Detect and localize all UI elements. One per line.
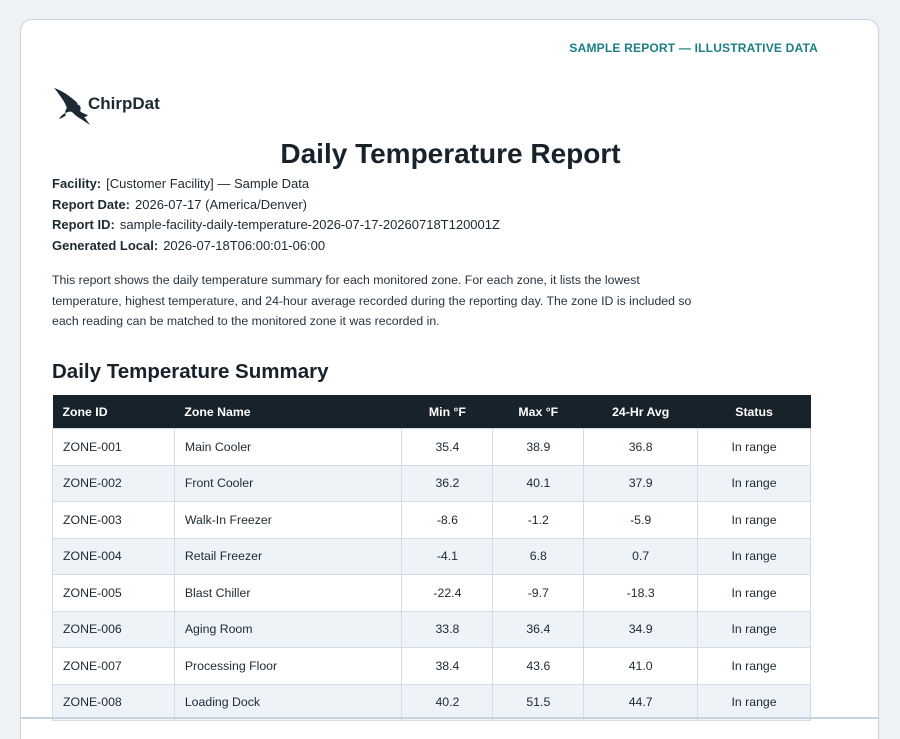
min-temp-cell: 36.2 xyxy=(402,465,493,502)
avg-temp-cell: 0.7 xyxy=(584,538,698,575)
zone-id-cell: ZONE-007 xyxy=(53,648,175,685)
min-temp-cell: 40.2 xyxy=(402,684,493,721)
page-bottom-edge xyxy=(20,717,879,719)
avg-temp-cell: 34.9 xyxy=(584,611,698,648)
avg-temp-cell: 36.8 xyxy=(584,429,698,466)
meta-label: Report ID: xyxy=(52,217,115,232)
meta-value: [Customer Facility] — Sample Data xyxy=(106,176,310,191)
status-cell: In range xyxy=(698,465,811,502)
temperature-summary-table xyxy=(52,395,811,721)
meta-label: Facility: xyxy=(52,176,102,191)
zone-id-cell: ZONE-003 xyxy=(53,502,175,539)
status-cell: In range xyxy=(698,575,811,612)
min-temp-cell: -22.4 xyxy=(402,575,493,612)
status-cell: In range xyxy=(698,611,811,648)
max-temp-cell: 40.1 xyxy=(493,465,584,502)
max-temp-cell: -1.2 xyxy=(493,502,584,539)
table-row xyxy=(53,575,811,612)
max-temp-cell: -9.7 xyxy=(493,575,584,612)
meta-label: Generated Local: xyxy=(52,237,159,253)
intro-paragraph: This report shows the daily temperature summary for each monitored zone. For each zone, it lists the lowest temperature, highest temperature, and 24-hour average recorded during the reporting day. The zone ID is included so each reading can be matched to the monitored zone it was recorded in. xyxy=(52,273,692,328)
status-cell: In range xyxy=(698,429,811,466)
meta-report-date xyxy=(52,195,500,216)
column-header: Status xyxy=(698,395,811,429)
status-cell: In range xyxy=(698,648,811,685)
min-temp-cell: 35.4 xyxy=(402,429,493,466)
meta-label: Report Date: xyxy=(52,196,131,212)
report-page xyxy=(20,19,879,739)
status-cell: In range xyxy=(698,502,811,539)
zone-id-cell: ZONE-008 xyxy=(53,684,175,721)
table-header-row xyxy=(53,395,811,429)
zone-name-cell: Loading Dock xyxy=(174,684,402,721)
zone-name-cell: Blast Chiller xyxy=(174,575,402,612)
meta-value: 2026-07-18T06:00:01-06:00 xyxy=(163,237,326,253)
min-temp-cell: 38.4 xyxy=(402,648,493,685)
meta-value: sample-facility-daily-temperature-2026-07-17-20260718T120001Z xyxy=(119,217,500,232)
avg-temp-cell: 37.9 xyxy=(584,465,698,502)
page-title: Daily Temperature Report xyxy=(280,138,621,169)
status-cell: In range xyxy=(698,538,811,575)
min-temp-cell: -8.6 xyxy=(402,502,493,539)
table-row xyxy=(53,502,811,539)
max-temp-cell: 38.9 xyxy=(493,429,584,466)
zone-id-cell: ZONE-004 xyxy=(53,538,175,575)
zone-id-cell: ZONE-001 xyxy=(53,429,175,466)
max-temp-cell: 6.8 xyxy=(493,538,584,575)
min-temp-cell: -4.1 xyxy=(402,538,493,575)
table-body xyxy=(53,429,811,721)
column-header: Zone ID xyxy=(53,395,175,429)
sample-banner: SAMPLE REPORT — ILLUSTRATIVE DATA xyxy=(569,41,818,55)
table-row xyxy=(53,648,811,685)
meta-generated-local xyxy=(52,236,500,257)
eagle-icon xyxy=(51,84,93,126)
avg-temp-cell: -5.9 xyxy=(584,502,698,539)
meta-report-id xyxy=(52,215,500,236)
logo xyxy=(51,84,160,126)
table-row xyxy=(53,684,811,721)
min-temp-cell: 33.8 xyxy=(402,611,493,648)
status-cell: In range xyxy=(698,684,811,721)
meta-facility xyxy=(52,174,500,195)
column-header: Zone Name xyxy=(174,395,402,429)
max-temp-cell: 51.5 xyxy=(493,684,584,721)
column-header: 24-Hr Avg xyxy=(584,395,698,429)
zone-name-cell: Walk-In Freezer xyxy=(174,502,402,539)
zone-id-cell: ZONE-002 xyxy=(53,465,175,502)
table-row xyxy=(53,429,811,466)
column-header: Max °F xyxy=(493,395,584,429)
table-row xyxy=(53,538,811,575)
zone-name-cell: Front Cooler xyxy=(174,465,402,502)
zone-id-cell: ZONE-005 xyxy=(53,575,175,612)
avg-temp-cell: -18.3 xyxy=(584,575,698,612)
zone-name-cell: Aging Room xyxy=(174,611,402,648)
avg-temp-cell: 44.7 xyxy=(584,684,698,721)
column-header: Min °F xyxy=(402,395,493,429)
zone-name-cell: Main Cooler xyxy=(174,429,402,466)
section-title: Daily Temperature Summary xyxy=(52,360,329,383)
table-row xyxy=(53,465,811,502)
zone-name-cell: Retail Freezer xyxy=(174,538,402,575)
table-row xyxy=(53,611,811,648)
zone-id-cell: ZONE-006 xyxy=(53,611,175,648)
max-temp-cell: 36.4 xyxy=(493,611,584,648)
meta-value: 2026-07-17 (America/Denver) xyxy=(135,196,307,212)
avg-temp-cell: 41.0 xyxy=(584,648,698,685)
logo-text: ChirpDat xyxy=(88,93,160,113)
max-temp-cell: 43.6 xyxy=(493,648,584,685)
report-meta xyxy=(52,174,500,256)
zone-name-cell: Processing Floor xyxy=(174,648,402,685)
